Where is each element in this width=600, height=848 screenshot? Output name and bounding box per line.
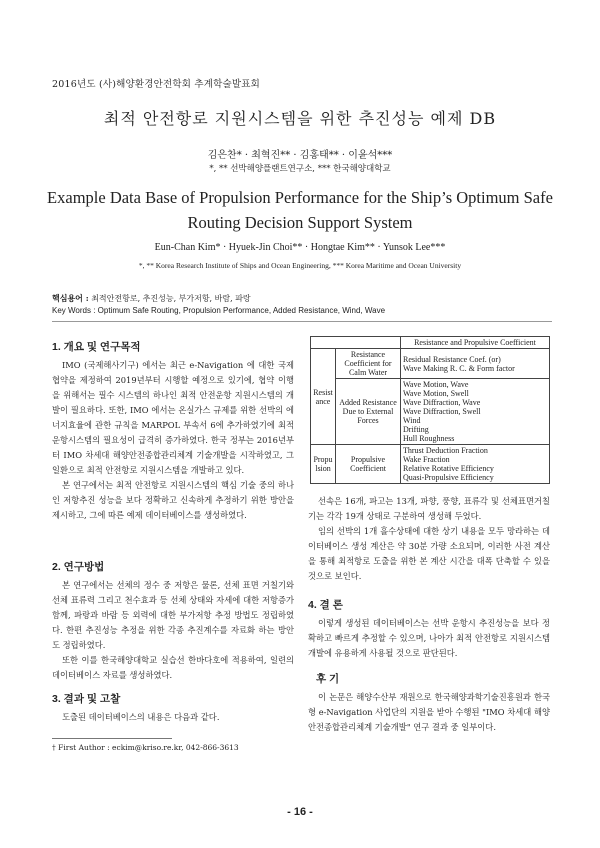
table-item: Wave Diffraction, Swell bbox=[403, 407, 481, 416]
table-item: Wave Motion, Swell bbox=[403, 389, 469, 398]
page-number: - 16 - bbox=[287, 806, 313, 818]
keywords-korean-label: 핵심용어 : bbox=[52, 293, 89, 303]
paper-title-english: Example Data Base of Propulsion Performance for the Ship’s Optimum Safe Routing Decision Support System bbox=[47, 188, 553, 232]
section-3-paragraph-1: 도출된 데이터베이스의 내용은 다음과 같다. bbox=[62, 712, 220, 722]
right-column-acknowledgement bbox=[308, 672, 550, 735]
left-column-section-2 bbox=[52, 560, 294, 683]
keywords-english-label: Key Words : bbox=[52, 306, 96, 315]
propulsion-table bbox=[310, 336, 550, 484]
table-item: Residual Resistance Coef. (or) bbox=[403, 354, 501, 364]
table-row bbox=[311, 349, 550, 379]
authors-korean: 김은찬* · 최혁진** · 김홍태** · 이윤석*** bbox=[207, 150, 393, 161]
keywords-english-text: Optimum Safe Routing, Propulsion Performance, Added Resistance, Wind, Wave bbox=[95, 306, 386, 315]
table-row-items bbox=[401, 445, 550, 484]
left-column bbox=[52, 340, 294, 523]
table-row-items bbox=[401, 349, 550, 379]
right-column-section-4 bbox=[308, 598, 550, 661]
table-group-resistance: Resist ance bbox=[311, 349, 336, 445]
keywords-english bbox=[52, 306, 385, 315]
section-4-paragraph-1: 이렇게 생성된 데이터베이스는 선박 운항시 추진성능을 보다 정확하고 빠르게 추정할 수 있으며, 나아가 최적 안전항로 지원시스템 개발에 유용하게 사용될 것으로 판단된다. bbox=[308, 618, 550, 658]
keywords-korean bbox=[52, 293, 251, 304]
paper-title-korean: 최적 안전항로 지원시스템을 위한 추진성능 예제 DB bbox=[103, 109, 497, 128]
conference-header: 2016년도 (사)해양환경안전학회 추계학술발표회 bbox=[52, 79, 261, 90]
section-3-paragraph-2: 선속은 16개, 파고는 13개, 파향, 풍향, 표류각 및 선체표면거칠기는 각각 19개 상태로 구분하여 생성해 두었다. bbox=[308, 496, 550, 521]
table-row-label: Propulsive Coefficient bbox=[336, 445, 401, 484]
table-header-row bbox=[311, 337, 550, 349]
table-item: Wind bbox=[403, 416, 421, 425]
table-item: Hull Roughness bbox=[403, 434, 455, 443]
table-item: Wake Fraction bbox=[403, 455, 450, 464]
table-header: Resistance and Propulsive Coefficient bbox=[401, 337, 550, 349]
table-row-label: Added Resistance Due to External Forces bbox=[336, 379, 401, 445]
header-divider bbox=[52, 321, 552, 322]
table-item: Wave Motion, Wave bbox=[403, 380, 469, 389]
left-column-section-3 bbox=[52, 692, 294, 725]
table-header-blank bbox=[311, 337, 401, 349]
table-row-items bbox=[401, 379, 550, 445]
section-1-heading: 1. 개요 및 연구목적 bbox=[52, 341, 141, 353]
table-group-propulsion: Propu lsion bbox=[311, 445, 336, 484]
affiliations-english: *, ** Korea Research Institute of Ships and Ocean Engineering, *** Korea Maritime and Ocean University bbox=[138, 261, 462, 270]
keywords-korean-text: 최적안전항로, 추진성능, 부가저항, 바람, 파랑 bbox=[88, 294, 251, 303]
authors-english: Eun-Chan Kim* · Hyuek-Jin Choi** · Hongtae Kim** · Yunsok Lee*** bbox=[154, 242, 446, 253]
table-item: Wave Diffraction, Wave bbox=[403, 398, 481, 407]
propulsion-table-wrapper bbox=[310, 336, 550, 484]
affiliations-korean: *, ** 선박해양플랜트연구소, *** 한국해양대학교 bbox=[209, 164, 391, 174]
table-row bbox=[311, 379, 550, 445]
table-item: Relative Rotative Efficiency bbox=[403, 464, 494, 473]
section-2-paragraph-1: 본 연구에서는 선체의 정수 중 저항은 물론, 선체 표면 거칠기와 선체 표류력 그리고 천수효과 등 선체 상태와 자세에 대한 저항증가 함께, 파랑과 바람 등 외력에 대한 부가저항 추정 방법도 정립하였다. 한편 추진성능 추정을 위한 각종 추진계수를 자료화 하는 방안도 정립하였다. bbox=[52, 580, 294, 650]
footnote: † First Author : eckim@kriso.re.kr, 042-866-3613 bbox=[52, 743, 239, 752]
section-3-paragraph-3: 임의 선박의 1개 흘수상태에 대한 상기 내용을 모두 망라하는 데이터베이스 생성 계산은 약 30분 가량 소요되며, 이러한 사전 계산을 통해 최적항로 도출을 위한 본 계산 시간을 대폭 단축할 수 있을 것으로 보인다. bbox=[308, 526, 550, 581]
section-3-heading: 3. 결과 및 고찰 bbox=[52, 693, 121, 705]
section-2-heading: 2. 연구방법 bbox=[52, 561, 105, 573]
section-4-heading: 4. 결 론 bbox=[308, 599, 343, 611]
table-row bbox=[311, 445, 550, 484]
table-row-label: Resistance Coefficient for Calm Water bbox=[336, 349, 401, 379]
table-item: Drifting bbox=[403, 425, 429, 434]
section-2-paragraph-2: 또한 이를 한국해양대학교 실습선 한바다호에 적용하여, 일련의 데이터베이스 자료를 생성하였다. bbox=[52, 655, 294, 680]
table-item: Wave Making R. C. & Form factor bbox=[403, 363, 515, 373]
footnote-divider bbox=[52, 738, 172, 739]
table-item: Thrust Deduction Fraction bbox=[403, 446, 488, 455]
section-1-paragraph-1: IMO (국제해사기구) 에서는 최근 e-Navigation 에 대한 국제협약을 제정하여 2019년부터 시행할 예정으로 있기에, 협약 이행을 위해서는 필수 시스템의 하나인 최적 안전운항 지원시스템의 개발이 필요하다. 또한, IMO 에서는 온실가스 규제를 위한 선박의 에너지효율에 관한 규칙을 MARPOL 부속서 6에 추가하였기에 최적 운항시스템의 필요성이 급격히 증가하였다. 한국 정부는 2016년부터 IMO 차세대 해양안전종합관리체계 기술개발을 시작하였고, 그 일환으로 최적 안전항로 지원시스템을 개발하고 있다. bbox=[52, 360, 294, 475]
acknowledgement-heading: 후 기 bbox=[316, 673, 340, 685]
acknowledgement-paragraph: 이 논문은 해양수산부 재원으로 한국해양과학기술진흥원과 한국형 e-Navigation 사업단의 지원을 받아 수행된 "IMO 차세대 해양안전종합관리체계 기술개발" 연구 결과 중 일부이다. bbox=[308, 692, 550, 732]
section-1-paragraph-2: 본 연구에서는 최적 안전항로 지원시스템의 핵심 기술 중의 하나인 저항추진 성능을 보다 정확하고 신속하게 추정하기 위한 방안을 제시하고, 그에 따른 예제 데이터베이스를 생성하였다. bbox=[52, 480, 294, 520]
right-column bbox=[308, 494, 550, 584]
table-item: Quasi-Propulsive Efficiency bbox=[403, 473, 494, 482]
